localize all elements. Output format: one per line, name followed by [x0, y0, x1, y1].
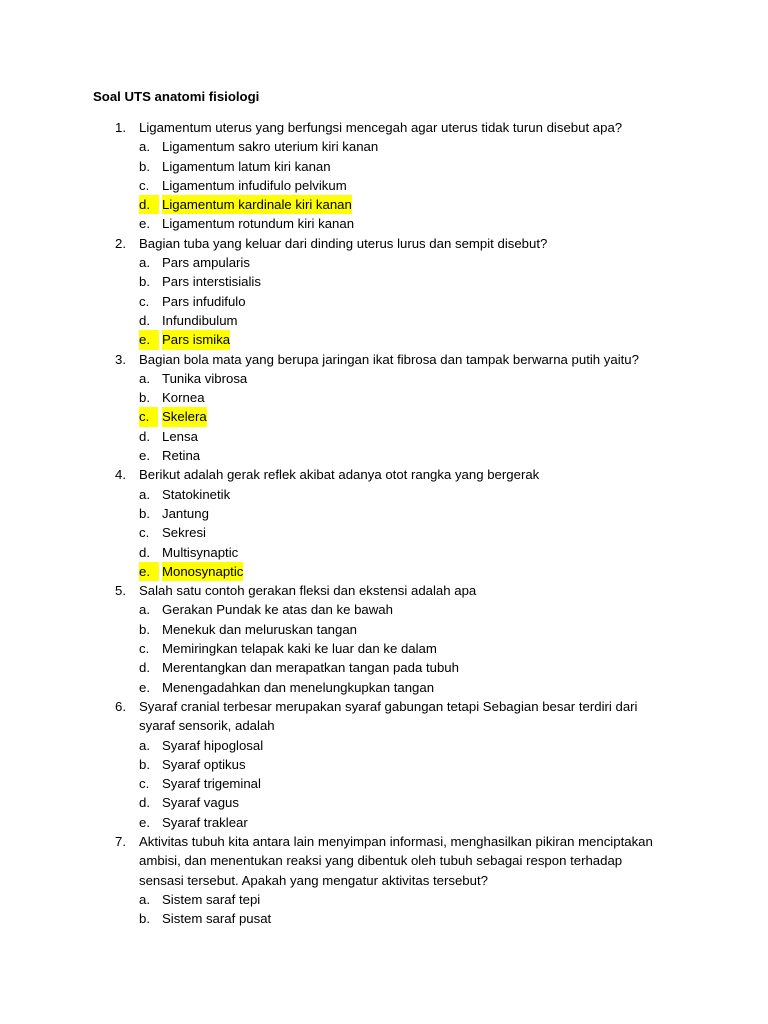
answer-option: [0, 427, 768, 446]
option-letter: d.: [139, 660, 150, 676]
option-text: Sekresi: [162, 525, 206, 541]
answer-option: [0, 813, 768, 832]
answer-option: [0, 523, 768, 542]
option-text: Infundibulum: [162, 312, 238, 328]
answer-option-highlighted: [0, 562, 768, 581]
option-text: Tunika vibrosa: [162, 370, 248, 386]
option-letter: c.: [139, 177, 150, 193]
option-text: Syaraf optikus: [162, 756, 246, 772]
question-item: [0, 234, 768, 350]
option-text: Ligamentum latum kiri kanan: [162, 158, 331, 174]
option-text: Jantung: [162, 505, 209, 521]
answer-options: [0, 485, 768, 581]
question-text: Ligamentum uterus yang berfungsi mencegah agar uterus tidak turun disebut apa?: [139, 120, 623, 135]
answer-option: [0, 176, 768, 195]
option-letter: b.: [139, 756, 150, 772]
answer-options: [0, 137, 768, 233]
answer-option-highlighted: [0, 195, 768, 214]
answer-options: [0, 890, 768, 929]
option-text: Skelera: [162, 407, 207, 426]
option-text: Lensa: [162, 428, 198, 444]
answer-option: [0, 890, 768, 909]
answer-option: [0, 446, 768, 465]
document-title: Soal UTS anatomi fisiologi: [93, 89, 260, 104]
option-text: Memiringkan telapak kaki ke luar dan ke dalam: [162, 641, 437, 657]
question-number: 1.: [115, 120, 126, 135]
answer-option: [0, 157, 768, 176]
option-text: Syaraf traklear: [162, 814, 248, 830]
question-number: 7.: [115, 833, 126, 849]
question-number: 2.: [115, 235, 126, 251]
answer-option: [0, 678, 768, 697]
option-letter: e.: [139, 814, 150, 830]
answer-options: [0, 600, 768, 696]
answer-option: [0, 620, 768, 639]
question-item: [0, 465, 768, 581]
answer-option: [0, 755, 768, 774]
answer-options: [0, 253, 768, 349]
answer-option: [0, 909, 768, 928]
option-letter: a.: [139, 486, 150, 502]
question-text: Aktivitas tubuh kita antara lain menyimpan informasi, menghasilkan pikiran menciptakan ambisi, dan menentukan reaksi yang dibentuk oleh tubuh sebagai respon terhadap sensasi tersebut. Apakah yang mengatur aktivitas tersebut?: [139, 833, 653, 888]
question-item: [0, 832, 768, 928]
answer-option: [0, 137, 768, 156]
answer-option: [0, 658, 768, 677]
option-letter: d.: [139, 312, 150, 328]
option-letter: e.: [139, 679, 150, 695]
answer-option-highlighted: [0, 407, 768, 426]
question-item: [0, 697, 768, 832]
option-text: Pars ismika: [162, 330, 230, 349]
answer-option: [0, 485, 768, 504]
answer-option: [0, 736, 768, 755]
question-text: Bagian bola mata yang berupa jaringan ikat fibrosa dan tampak berwarna putih yaitu?: [139, 351, 639, 367]
answer-option: [0, 292, 768, 311]
option-letter: e.: [139, 330, 159, 349]
question-item: [0, 581, 768, 697]
answer-option: [0, 543, 768, 562]
option-text: Monosynaptic: [162, 562, 243, 581]
option-letter: a.: [139, 139, 150, 155]
option-text: Ligamentum kardinale kiri kanan: [162, 195, 352, 214]
answer-option: [0, 253, 768, 272]
answer-option-highlighted: [0, 330, 768, 349]
question-text: Bagian tuba yang keluar dari dinding uterus lurus dan sempit disebut?: [139, 235, 548, 251]
question-item: [0, 350, 768, 466]
option-letter: c.: [139, 776, 150, 792]
option-text: Syaraf vagus: [162, 795, 239, 811]
question-number: 4.: [115, 467, 126, 483]
option-letter: a.: [139, 891, 150, 907]
option-text: Pars interstisialis: [162, 274, 261, 290]
question-number: 6.: [115, 698, 126, 714]
option-text: Menengadahkan dan menelungkupkan tangan: [162, 679, 435, 695]
question-item: [0, 118, 768, 234]
answer-option: [0, 639, 768, 658]
answer-option: [0, 272, 768, 291]
question-number: 3.: [115, 351, 126, 367]
option-text: Ligamentum rotundum kiri kanan: [162, 216, 355, 232]
option-letter: d.: [139, 428, 150, 444]
option-letter: e.: [139, 216, 150, 232]
option-letter: a.: [139, 370, 150, 386]
answer-option: [0, 793, 768, 812]
option-letter: b.: [139, 158, 150, 174]
option-text: Sistem saraf tepi: [162, 891, 261, 907]
question-text: Salah satu contoh gerakan fleksi dan ekstensi adalah apa: [139, 583, 477, 599]
option-letter: b.: [139, 911, 150, 927]
question-text: Syaraf cranial terbesar merupakan syaraf gabungan tetapi Sebagian besar terdiri dari syaraf sensorik, adalah: [139, 698, 638, 734]
option-text: Merentangkan dan merapatkan tangan pada tubuh: [162, 660, 459, 676]
option-text: Statokinetik: [162, 486, 231, 502]
option-text: Syaraf trigeminal: [162, 776, 261, 792]
answer-option: [0, 504, 768, 523]
option-letter: b.: [139, 274, 150, 290]
option-letter: c.: [139, 407, 158, 426]
option-letter: c.: [139, 525, 150, 541]
question-number: 5.: [115, 583, 126, 599]
option-letter: d.: [139, 795, 150, 811]
option-text: Multisynaptic: [162, 544, 239, 560]
question-text: Berikut adalah gerak reflek akibat adanya otot rangka yang bergerak: [139, 467, 540, 483]
answer-options: [0, 369, 768, 465]
answer-option: [0, 774, 768, 793]
answer-option: [0, 214, 768, 233]
option-text: Retina: [162, 448, 201, 464]
option-letter: e.: [139, 562, 159, 581]
option-text: Gerakan Pundak ke atas dan ke bawah: [162, 602, 393, 618]
option-text: Kornea: [162, 390, 205, 406]
answer-option: [0, 369, 768, 388]
option-text: Sistem saraf pusat: [162, 911, 272, 927]
option-text: Menekuk dan meluruskan tangan: [162, 621, 358, 637]
option-text: Pars ampularis: [162, 255, 250, 271]
option-letter: d.: [139, 195, 159, 214]
option-letter: d.: [139, 544, 150, 560]
option-text: Ligamentum infudifulo pelvikum: [162, 177, 347, 193]
option-text: Ligamentum sakro uterium kiri kanan: [162, 139, 379, 155]
option-letter: b.: [139, 390, 150, 406]
option-letter: a.: [139, 602, 150, 618]
option-letter: b.: [139, 505, 150, 521]
option-letter: c.: [139, 641, 150, 657]
option-text: Syaraf hipoglosal: [162, 737, 264, 753]
option-text: Pars infudifulo: [162, 293, 246, 309]
option-letter: a.: [139, 255, 150, 271]
answer-option: [0, 311, 768, 330]
option-letter: b.: [139, 621, 150, 637]
answer-options: [0, 736, 768, 832]
option-letter: a.: [139, 737, 150, 753]
answer-option: [0, 600, 768, 619]
option-letter: e.: [139, 448, 150, 464]
answer-option: [0, 388, 768, 407]
question-list: [0, 118, 768, 928]
option-letter: c.: [139, 293, 150, 309]
